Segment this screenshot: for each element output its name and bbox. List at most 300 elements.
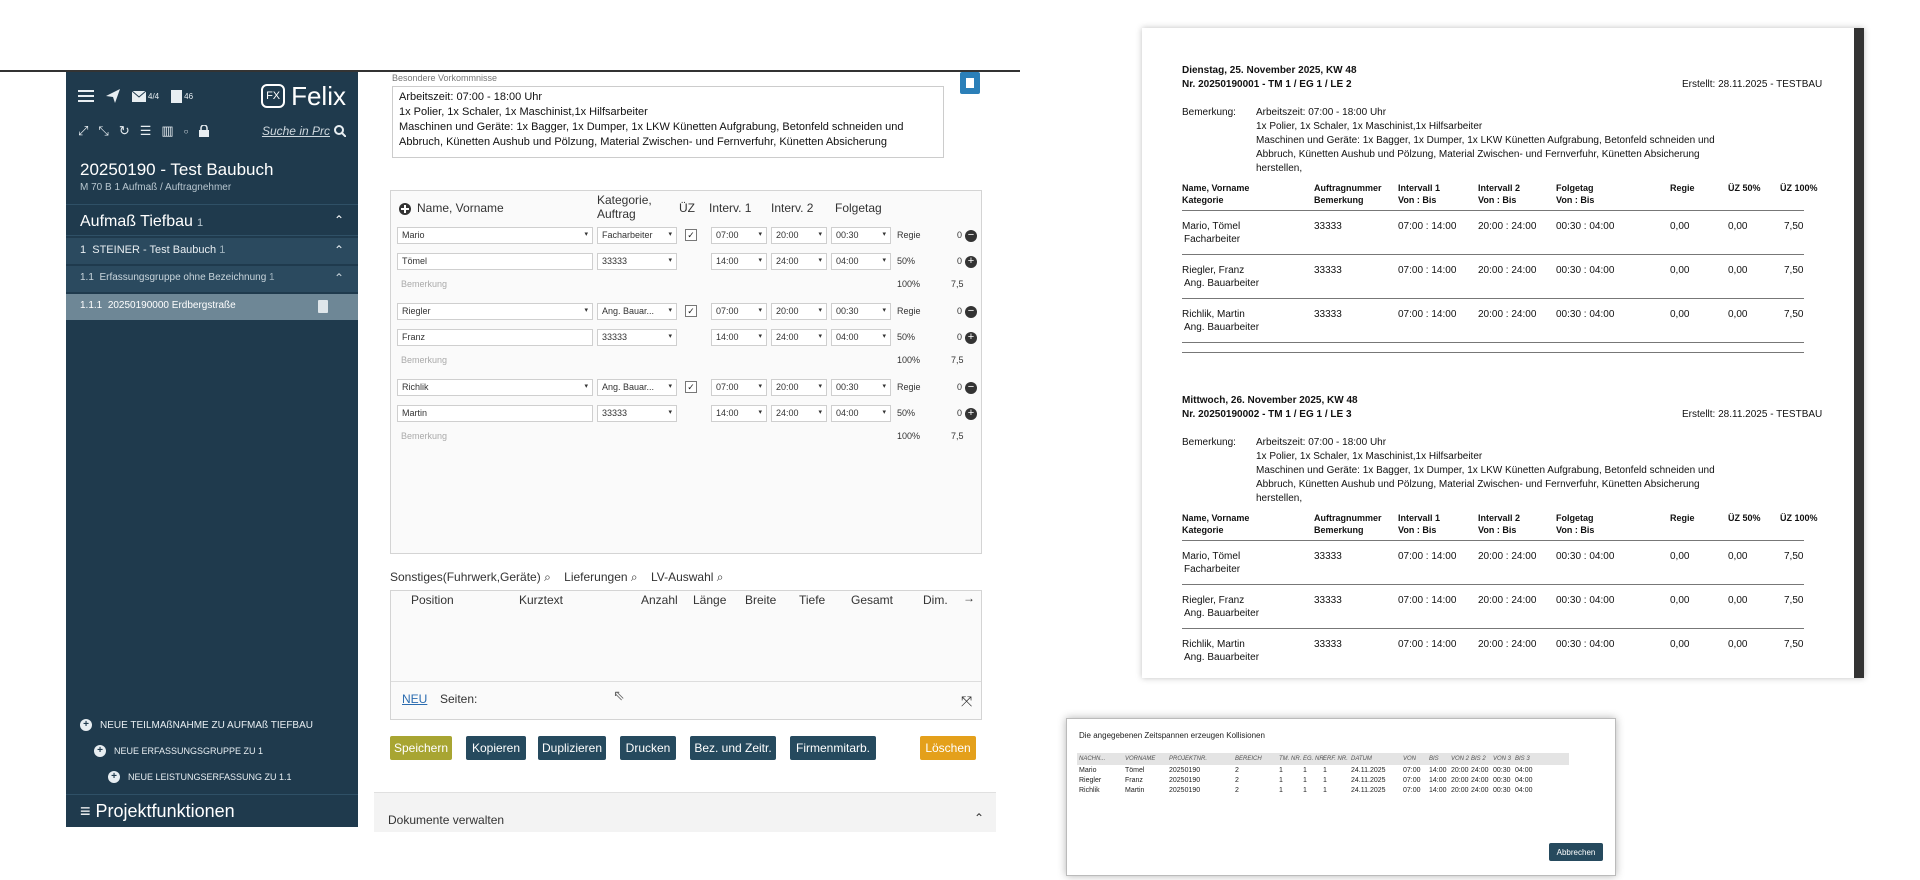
uez100-label: 100% [897, 279, 921, 289]
vorkommnisse-label: Besondere Vorkommnisse [392, 73, 498, 83]
chevron-up-icon[interactable]: ⌃ [333, 243, 344, 257]
table-cell: 07:00 [1403, 777, 1421, 784]
bez-zeitr-button[interactable]: Bez. und Zeitr. [690, 736, 776, 760]
sidebar [66, 72, 358, 827]
search-icon[interactable] [334, 125, 346, 137]
plus-circle-icon: + [108, 771, 120, 783]
table-cell: 24:00 [1471, 767, 1489, 774]
tab-label: Sonstiges(Fuhrwerk,Geräte) [390, 570, 541, 584]
table-cell: 04:00 [1515, 767, 1533, 774]
worker-firstname-field[interactable]: Martin [397, 405, 593, 422]
followday-from-select[interactable]: 00:30 ▾ [831, 303, 891, 320]
col-header-anzahl: Anzahl [641, 593, 678, 607]
column-header[interactable]: DATUM [1351, 756, 1372, 762]
divider [1182, 628, 1804, 629]
table-cell: 20250190 [1169, 787, 1201, 794]
uez50-label: 50% [897, 332, 916, 342]
worker-name: Riegler, Franz [1182, 595, 1245, 606]
tree-item-erfassungsgruppe[interactable] [66, 266, 358, 292]
worker-firstname-field[interactable]: Tömel [397, 253, 593, 270]
remark-label: Bemerkung: [1182, 107, 1236, 118]
project-search-input[interactable] [262, 124, 346, 138]
remove-icon[interactable]: − [965, 382, 977, 394]
chevron-down-icon: ▾ [668, 257, 672, 264]
worker-firstname-field[interactable]: Franz [397, 329, 593, 346]
collision-dialog [1066, 718, 1616, 876]
divider [1182, 298, 1804, 299]
order-number: 33333 [1314, 595, 1342, 606]
chevron-down-icon: ▾ [758, 383, 762, 390]
table-cell: 14:00 [1429, 787, 1447, 794]
project-functions-menu[interactable] [66, 794, 358, 828]
column-header: Von : Bis [1398, 525, 1437, 535]
remove-icon[interactable]: − [965, 306, 977, 318]
worker-lastname-select[interactable]: Richlik ▾ [397, 379, 593, 396]
tab-label: Lieferungen [564, 570, 628, 584]
regie-value: 0,00 [1670, 595, 1690, 606]
worker-name: Mario, Tömel [1182, 221, 1241, 232]
uez100-value: 7,50 [1784, 221, 1804, 232]
interval1: 07:00 : 14:00 [1398, 265, 1457, 276]
column-header[interactable]: EG. NR. [1303, 756, 1326, 762]
collapse-icon[interactable]: ⤡ [98, 123, 109, 138]
chevron-down-icon: ▾ [818, 409, 822, 416]
column-header: Von : Bis [1478, 525, 1517, 535]
worker-category-select[interactable]: Ang. Bauar... ▾ [597, 379, 677, 396]
col-header-position: Position [411, 593, 454, 607]
document-icon[interactable] [318, 300, 328, 313]
action-label: NEUE ERFASSUNGSGRUPPE ZU 1 [114, 746, 264, 756]
remark-field[interactable]: Bemerkung [401, 279, 448, 289]
chevron-down-icon: ▾ [668, 333, 672, 340]
add-icon[interactable]: + [965, 408, 977, 420]
remark-line: 1x Polier, 1x Schaler, 1x Maschinist,1x Hilfsarbeiter [1256, 121, 1483, 132]
worker-auftrag-select[interactable]: 33333 ▾ [597, 329, 677, 346]
chevron-down-icon: ▾ [882, 257, 886, 264]
interval1: 07:00 : 14:00 [1398, 639, 1457, 650]
followday: 00:30 : 04:00 [1556, 221, 1615, 232]
section-aufmass-tiefbau[interactable] [66, 204, 358, 236]
list-icon[interactable]: ☰ [139, 123, 152, 138]
felix-logo [261, 81, 346, 112]
column-header[interactable]: BIS 2 [1471, 756, 1486, 762]
divider [1182, 540, 1804, 541]
edit-text-button[interactable] [960, 72, 980, 94]
remark-line: 1x Polier, 1x Schaler, 1x Maschinist,1x Hilfsarbeiter [1256, 451, 1483, 462]
tree-item-label: 20250190000 Erdbergstraße [107, 300, 236, 311]
chevron-up-icon[interactable]: ⌃ [333, 271, 344, 285]
refresh-icon[interactable]: ↻ [118, 123, 130, 138]
trash-icon[interactable]: ▥ [161, 123, 174, 138]
followday-from-select[interactable]: 00:30 ▾ [831, 227, 891, 244]
text-line: Arbeitszeit: 07:00 - 18:00 Uhr [399, 91, 543, 103]
search-icon: ⌕ [716, 570, 724, 584]
followday-from-select[interactable]: 00:30 ▾ [831, 379, 891, 396]
interval2-to-select[interactable]: 24:00 ▾ [771, 329, 827, 346]
followday-to-select[interactable]: 04:00 ▾ [831, 405, 891, 422]
chevron-down-icon: ▾ [668, 231, 672, 238]
column-header: Folgetag [1556, 183, 1594, 193]
project-functions-label: Projektfunktionen [95, 801, 235, 821]
dot-icon: ○ [183, 126, 189, 136]
uez100-value: 7,5 [951, 431, 964, 441]
column-header[interactable]: VON 2 [1451, 756, 1470, 762]
uez-checkbox[interactable]: ✓ [685, 381, 697, 393]
remark-line: herstellen, [1256, 163, 1303, 174]
chevron-down-icon: ▾ [584, 383, 588, 390]
tab-lv-auswahl[interactable] [651, 570, 724, 584]
table-cell: 1 [1303, 777, 1307, 784]
col-header-kurztext: Kurztext [519, 593, 564, 607]
column-header: Auftragnummer [1314, 183, 1382, 193]
table-cell: 1 [1279, 767, 1283, 774]
regie-value: 0,00 [1670, 551, 1690, 562]
regie-value: 0 [957, 230, 963, 240]
table-cell: 20:00 [1451, 787, 1469, 794]
tab-label: LV-Auswahl [650, 570, 714, 584]
new-leistungserfassung-button[interactable] [66, 764, 358, 790]
column-header[interactable]: VORNAME [1125, 756, 1156, 762]
column-header: Intervall 1 [1398, 513, 1441, 523]
interval1-from-select[interactable]: 07:00 ▾ [711, 227, 767, 244]
chevron-down-icon: ▾ [668, 307, 672, 314]
col-header-uez: ÜZ [679, 201, 695, 215]
tree-item-number: 1.1.1 [80, 300, 103, 311]
action-label: NEUE LEISTUNGSERFASSUNG ZU 1.1 [128, 772, 292, 782]
dialog-message: Die angegebenen Zeitspannen erzeugen Kollisionen [1079, 731, 1265, 740]
followday-to-select[interactable]: 04:00 ▾ [831, 253, 891, 270]
interval2-from-select[interactable]: 20:00 ▾ [771, 303, 827, 320]
interval1-to-select[interactable]: 14:00 ▾ [711, 405, 767, 422]
add-icon[interactable]: + [965, 256, 977, 268]
interval2: 20:00 : 24:00 [1478, 551, 1537, 562]
plus-circle-icon: + [94, 745, 106, 757]
uez50-label: 50% [897, 256, 916, 266]
expand-icon[interactable]: ⤢ [78, 123, 89, 138]
action-label: NEUE TEILMAßNAHME ZU AUFMAß TIEFBAU [100, 719, 313, 731]
remark-field[interactable]: Bemerkung [401, 431, 448, 441]
table-cell: 14:00 [1429, 777, 1447, 784]
new-position-link[interactable]: NEU [402, 692, 428, 706]
column-header[interactable]: PROJEKTNR. [1169, 756, 1208, 762]
table-cell: 1 [1303, 787, 1307, 794]
tree-item-count: 1 [269, 272, 275, 283]
chevron-down-icon: ▾ [668, 409, 672, 416]
tree-item-number: 1.1 [80, 272, 94, 283]
column-header: Intervall 2 [1478, 183, 1521, 193]
worker-category: Facharbeiter [1184, 234, 1241, 245]
interval1: 07:00 : 14:00 [1398, 551, 1457, 562]
uez100-value: 7,50 [1784, 595, 1804, 606]
interval1-to-select[interactable]: 14:00 ▾ [711, 253, 767, 270]
uez-checkbox[interactable]: ✓ [685, 305, 697, 317]
col-header-folgetag: Folgetag [835, 201, 882, 215]
remark-line: Arbeitszeit: 07:00 - 18:00 Uhr [1256, 107, 1387, 118]
col-header-dim: Dim. [923, 593, 948, 607]
document-icon[interactable] [171, 90, 193, 103]
chevron-down-icon: ▾ [758, 307, 762, 314]
uez50-value: 0,00 [1728, 265, 1748, 276]
column-header[interactable]: BIS [1429, 756, 1439, 762]
mail-count: 4/4 [148, 91, 160, 101]
column-header[interactable]: BEREICH [1235, 756, 1262, 762]
table-cell: 1 [1323, 777, 1327, 784]
interval1: 07:00 : 14:00 [1398, 309, 1457, 320]
uez50-value: 0 [957, 408, 963, 418]
chevron-down-icon: ▾ [818, 307, 822, 314]
new-teilmassnahme-button[interactable] [66, 712, 358, 738]
col-header-laenge: Länge [693, 593, 727, 607]
worker-category: Ang. Bauarbeiter [1184, 322, 1260, 333]
remark-line: Arbeitszeit: 07:00 - 18:00 Uhr [1256, 437, 1387, 448]
tree-item-leistungserfassung[interactable] [66, 294, 358, 320]
report-date: Mittwoch, 26. November 2025, KW 48 [1182, 395, 1358, 406]
regie-value: 0,00 [1670, 221, 1690, 232]
worker-lastname-select[interactable]: Riegler ▾ [397, 303, 593, 320]
tree-item-number: 1 [80, 244, 87, 256]
chevron-down-icon: ▾ [882, 307, 886, 314]
mouse-cursor-icon: ⇖ [613, 687, 625, 703]
firmenmitarb-button[interactable]: Firmenmitarb. [790, 736, 876, 760]
interval2: 20:00 : 24:00 [1478, 309, 1537, 320]
sidebar-toolbar [66, 80, 358, 112]
divider [1182, 254, 1804, 255]
column-header: Name, Vorname [1182, 183, 1250, 193]
interval1-from-select[interactable]: 07:00 ▾ [711, 379, 767, 396]
report-number: Nr. 20250190002 - TM 1 / EG 1 / LE 3 [1182, 409, 1352, 420]
chevron-down-icon: ▾ [758, 409, 762, 416]
tab-lieferungen[interactable] [564, 570, 637, 584]
chevron-down-icon: ▾ [818, 257, 822, 264]
chevron-down-icon: ▾ [584, 231, 588, 238]
remark-field[interactable]: Bemerkung [401, 355, 448, 365]
documents-section[interactable] [374, 792, 996, 832]
column-header[interactable]: BIS 3 [1515, 756, 1530, 762]
remark-line: Abbruch, Künetten Aushub und Pölzung, Material Zwischen- und Fernverfuhr, Künetten Absicherung [1256, 479, 1700, 490]
interval2-to-select[interactable]: 24:00 ▾ [771, 405, 827, 422]
search-placeholder: Suche in Prc [261, 124, 330, 138]
table-cell: Richlik [1079, 787, 1100, 794]
add-icon[interactable]: + [965, 332, 977, 344]
table-cell: 07:00 [1403, 767, 1421, 774]
duplicate-button[interactable]: Duplizieren [538, 736, 606, 760]
regie-value: 0,00 [1670, 309, 1690, 320]
new-erfassungsgruppe-button[interactable] [66, 738, 358, 764]
worker-name: Richlik, Martin [1182, 309, 1245, 320]
table-cell: 24:00 [1471, 777, 1489, 784]
cancel-button[interactable]: Abbrechen [1549, 843, 1603, 861]
table-cell: 20250190 [1169, 777, 1201, 784]
table-cell: 1 [1323, 787, 1327, 794]
worker-category-select[interactable]: Facharbeiter ▾ [597, 227, 677, 244]
col-header-kategorie: Kategorie, [597, 193, 652, 207]
tab-sonstiges[interactable] [390, 570, 551, 584]
table-cell: 20:00 [1451, 767, 1469, 774]
chevron-down-icon: ▾ [882, 383, 886, 390]
table-cell: Riegler [1079, 777, 1102, 784]
chevron-down-icon: ▾ [882, 409, 886, 416]
table-cell: 2 [1235, 767, 1239, 774]
interval2: 20:00 : 24:00 [1478, 595, 1537, 606]
tree-item-label: Erfassungsgruppe ohne Bezeichnung [99, 272, 267, 283]
text-line: Abbruch, Künetten Aushub und Pölzung, Material Zwischen- und Fernverfuhr, Künetten Absicherung [399, 136, 887, 148]
column-header: Kategorie [1182, 525, 1224, 535]
arrow-right-icon[interactable]: → [963, 591, 975, 605]
followday: 00:30 : 04:00 [1556, 639, 1615, 650]
worker-category: Ang. Bauarbeiter [1184, 278, 1260, 289]
column-header: Regie [1670, 183, 1695, 193]
divider [1182, 342, 1804, 343]
uez100-label: 100% [897, 431, 921, 441]
uez100-value: 7,50 [1784, 309, 1804, 320]
column-header: Von : Bis [1398, 195, 1437, 205]
remove-icon[interactable]: − [965, 230, 977, 242]
chevron-down-icon: ▾ [882, 231, 886, 238]
table-cell: 2 [1235, 777, 1239, 784]
order-number: 33333 [1314, 221, 1342, 232]
remark-line: Maschinen und Geräte: 1x Bagger, 1x Dumper, 1x LKW Künetten Aufgrabung, Betonfeld schneiden und [1256, 135, 1715, 146]
followday: 00:30 : 04:00 [1556, 265, 1615, 276]
column-header: Bemerkung [1314, 195, 1364, 205]
table-cell: 04:00 [1515, 787, 1533, 794]
worker-name: Riegler, Franz [1182, 265, 1245, 276]
column-header: Name, Vorname [1182, 513, 1250, 523]
pages-label: Seiten: [440, 692, 478, 706]
interval2-to-select[interactable]: 24:00 ▾ [771, 253, 827, 270]
table-cell: 1 [1279, 787, 1283, 794]
worker-category: Ang. Bauarbeiter [1184, 652, 1260, 663]
remark-line: Maschinen und Geräte: 1x Bagger, 1x Dumper, 1x LKW Künetten Aufgrabung, Betonfeld schneiden und [1256, 465, 1715, 476]
report-date: Dienstag, 25. November 2025, KW 48 [1182, 65, 1357, 76]
report-created: Erstellt: 28.11.2025 - TESTBAU [1682, 409, 1823, 420]
worker-lastname-select[interactable]: Mario ▾ [397, 227, 593, 244]
column-header: ÜZ 100% [1780, 183, 1818, 193]
column-header: Intervall 2 [1478, 513, 1521, 523]
chevron-down-icon: ▾ [818, 231, 822, 238]
column-header: ÜZ 50% [1728, 183, 1761, 193]
table-cell: 14:00 [1429, 767, 1447, 774]
table-cell: 00:30 [1493, 777, 1511, 784]
worker-auftrag-select[interactable]: 33333 ▾ [597, 253, 677, 270]
uez50-value: 0,00 [1728, 595, 1748, 606]
divider [1182, 584, 1804, 585]
fx-logo-icon: FX [261, 84, 285, 108]
chevron-down-icon: ▾ [758, 333, 762, 340]
remark-label: Bemerkung: [1182, 437, 1236, 448]
followday-to-select[interactable]: 04:00 ▾ [831, 329, 891, 346]
col-header-gesamt: Gesamt [851, 593, 894, 607]
col-header-interv1: Interv. 1 [709, 201, 752, 215]
followday: 00:30 : 04:00 [1556, 309, 1615, 320]
table-cell: 1 [1303, 767, 1307, 774]
table-cell: 1 [1323, 767, 1327, 774]
tree-item-steiner[interactable] [66, 238, 358, 264]
column-header: Auftragnummer [1314, 513, 1382, 523]
interval1-to-select[interactable]: 14:00 ▾ [711, 329, 767, 346]
chevron-down-icon: ▾ [758, 231, 762, 238]
worker-grid [390, 190, 982, 554]
sidebar-actions [66, 712, 358, 790]
followday: 00:30 : 04:00 [1556, 551, 1615, 562]
interval2: 20:00 : 24:00 [1478, 265, 1537, 276]
interval2-from-select[interactable]: 20:00 ▾ [771, 227, 827, 244]
table-cell: 24.11.2025 [1351, 777, 1386, 784]
search-icon: ⌕ [544, 570, 551, 584]
table-cell: 20:00 [1451, 777, 1469, 784]
column-header[interactable]: NACHN... [1079, 756, 1106, 762]
column-header: ÜZ 50% [1728, 513, 1761, 523]
tree-item-label: STEINER - Test Baubuch [92, 244, 217, 256]
chevron-up-icon[interactable]: ⌃ [333, 213, 344, 227]
fullscreen-icon[interactable]: ⤧ [961, 693, 973, 709]
regie-value: 0,00 [1670, 265, 1690, 276]
uez-checkbox[interactable]: ✓ [685, 229, 697, 241]
table-cell: 07:00 [1403, 787, 1421, 794]
table-cell: Martin [1125, 787, 1145, 794]
regie-label: Regie [897, 230, 921, 240]
table-cell: 00:30 [1493, 767, 1511, 774]
interval1-from-select[interactable]: 07:00 ▾ [711, 303, 767, 320]
add-worker-icon[interactable] [399, 203, 411, 218]
uez100-value: 7,50 [1784, 551, 1804, 562]
hamburger-icon: ≡ [80, 801, 91, 821]
project-title: 20250190 - Test Baubuch [80, 160, 274, 179]
document-icon [960, 72, 980, 94]
print-button[interactable]: Drucken [620, 736, 676, 760]
vorkommnisse-textarea[interactable] [392, 86, 944, 158]
chevron-down-icon: ▾ [668, 383, 672, 390]
column-header: Folgetag [1556, 513, 1594, 523]
uez100-value: 7,50 [1784, 265, 1804, 276]
regie-value: 0 [957, 306, 963, 316]
table-cell: 24:00 [1471, 787, 1489, 794]
project-subtitle: M 70 B 1 Aufmaß / Auftragnehmer [80, 182, 232, 193]
interval2-from-select[interactable]: 20:00 ▾ [771, 379, 827, 396]
regie-value: 0 [957, 382, 963, 392]
delete-button[interactable]: Löschen [920, 736, 976, 760]
col-header-tiefe: Tiefe [799, 593, 826, 607]
mail-icon[interactable] [132, 91, 159, 102]
worker-category-select[interactable]: Ang. Bauar... ▾ [597, 303, 677, 320]
lock-icon[interactable] [199, 125, 209, 137]
col-header-interv2: Interv. 2 [771, 201, 814, 215]
save-button[interactable]: Speichern [390, 736, 452, 760]
table-cell: 2 [1235, 787, 1239, 794]
send-icon[interactable] [106, 89, 120, 103]
divider [391, 681, 981, 682]
column-header[interactable]: ERF. NR. [1323, 756, 1348, 762]
worker-category: Ang. Bauarbeiter [1184, 608, 1260, 619]
table-cell: 24.11.2025 [1351, 787, 1386, 794]
col-header-auftrag: Auftrag [597, 207, 636, 221]
column-header: Von : Bis [1478, 195, 1517, 205]
search-icon: ⌕ [630, 570, 638, 584]
column-header: Von : Bis [1556, 195, 1595, 205]
section-count: 1 [196, 217, 204, 229]
hamburger-menu-icon[interactable] [78, 89, 94, 103]
column-header[interactable]: VON 3 [1493, 756, 1512, 762]
regie-label: Regie [897, 306, 921, 316]
worker-auftrag-select[interactable]: 33333 ▾ [597, 405, 677, 422]
uez100-label: 100% [897, 355, 921, 365]
column-header[interactable]: VON [1403, 756, 1417, 762]
chevron-up-icon[interactable]: ⌃ [973, 811, 984, 825]
column-header: Von : Bis [1556, 525, 1595, 535]
worker-name: Richlik, Martin [1182, 639, 1245, 650]
column-header[interactable]: TM. NR. [1279, 756, 1302, 762]
copy-button[interactable]: Kopieren [466, 736, 526, 760]
remark-line: Abbruch, Künetten Aushub und Pölzung, Material Zwischen- und Fernverfuhr, Künetten Absicherung [1256, 149, 1700, 160]
